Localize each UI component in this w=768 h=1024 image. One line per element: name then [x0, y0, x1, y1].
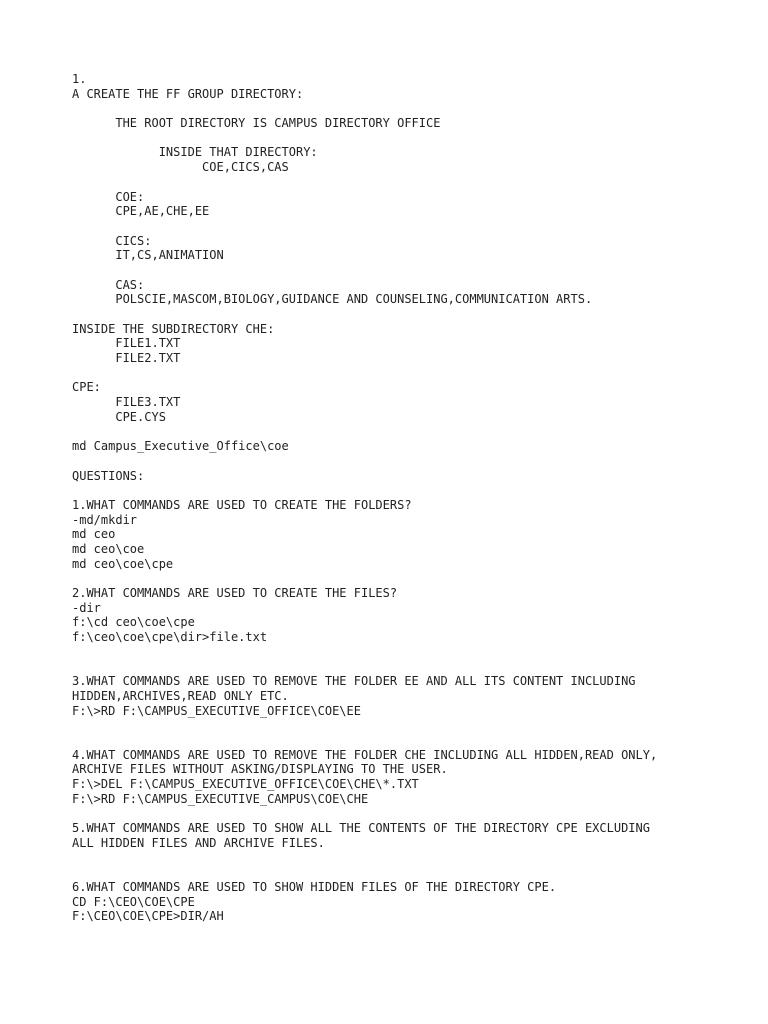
text-line: FILE1.TXT: [72, 336, 181, 351]
text-line: [72, 733, 762, 748]
text-line: [72, 645, 762, 660]
text-line: CPE:: [72, 380, 101, 395]
text-line: 1.WHAT COMMANDS ARE USED TO CREATE THE FOLDERS?: [72, 497, 412, 512]
text-line: 6.WHAT COMMANDS ARE USED TO SHOW HIDDEN FILES OF THE DIRECTORY CPE.: [72, 879, 557, 894]
text-line: CICS:: [72, 233, 152, 248]
text-line: f:\ceo\coe\cpe\dir>file.txt: [72, 630, 268, 645]
text-line: F:\>DEL F:\CAMPUS_EXECUTIVE_OFFICE\COE\CHE\*.TXT: [72, 777, 419, 791]
text-line: [72, 865, 762, 880]
text-line: [72, 101, 762, 116]
text-line: [72, 454, 762, 469]
text-line: CD F:\CEO\COE\CPE: [72, 894, 195, 909]
text-line: CAS:: [72, 277, 145, 292]
text-line: INSIDE THE SUBDIRECTORY CHE:: [72, 321, 275, 336]
text-line: A CREATE THE FF GROUP DIRECTORY:: [72, 86, 304, 101]
text-line: F:\>RD F:\CAMPUS_EXECUTIVE_OFFICE\COE\EE: [72, 703, 361, 718]
text-line: [72, 660, 762, 675]
text-line: [72, 571, 762, 586]
text-line: QUESTIONS:: [72, 468, 145, 483]
text-line: [72, 131, 762, 146]
text-line: 1.: [72, 72, 87, 86]
text-line: [72, 483, 762, 498]
text-line: CPE,AE,CHE,EE: [72, 204, 210, 219]
text-line: INSIDE THAT DIRECTORY:: [72, 145, 318, 160]
text-line: f:\cd ceo\coe\cpe: [72, 615, 195, 630]
text-line: THE ROOT DIRECTORY IS CAMPUS DIRECTORY OFFICE: [72, 116, 441, 131]
document-body: [72, 72, 762, 924]
text-line: FILE2.TXT: [72, 351, 181, 366]
text-line: md ceo\coe\cpe: [72, 556, 174, 571]
text-line: md ceo\coe: [72, 542, 145, 556]
text-line: [72, 806, 762, 821]
text-line: FILE3.TXT: [72, 395, 181, 410]
text-line: 4.WHAT COMMANDS ARE USED TO REMOVE THE FOLDER CHE INCLUDING ALL HIDDEN,READ ONLY,: [72, 747, 658, 762]
text-line: F:\>RD F:\CAMPUS_EXECUTIVE_CAMPUS\COE\CHE: [72, 791, 369, 806]
text-line: [72, 366, 762, 381]
text-line: 2.WHAT COMMANDS ARE USED TO CREATE THE FILES?: [72, 586, 398, 601]
text-line: IT,CS,ANIMATION: [72, 248, 224, 263]
text-line: 3.WHAT COMMANDS ARE USED TO REMOVE THE FOLDER EE AND ALL ITS CONTENT INCLUDING: [72, 674, 636, 689]
text-line: 5.WHAT COMMANDS ARE USED TO SHOW ALL THE CONTENTS OF THE DIRECTORY CPE EXCLUDING: [72, 821, 650, 836]
text-line: md ceo: [72, 527, 116, 542]
text-line: POLSCIE,MASCOM,BIOLOGY,GUIDANCE AND COUNSELING,COMMUNICATION ARTS.: [72, 292, 593, 307]
text-line: ARCHIVE FILES WITHOUT ASKING/DISPLAYING TO THE USER.: [72, 762, 448, 777]
text-line: ALL HIDDEN FILES AND ARCHIVE FILES.: [72, 835, 325, 850]
text-line: F:\CEO\COE\CPE>DIR/AH: [72, 909, 224, 924]
text-line: [72, 219, 762, 234]
text-line: [72, 307, 762, 322]
text-line: CPE.CYS: [72, 409, 166, 424]
text-line: COE,CICS,CAS: [72, 160, 289, 175]
text-line: [72, 263, 762, 278]
text-line: md Campus_Executive_Office\coe: [72, 439, 289, 454]
text-line: COE:: [72, 189, 145, 204]
text-line: [72, 175, 762, 190]
text-line: [72, 425, 762, 440]
text-line: -dir: [72, 600, 101, 615]
text-line: [72, 718, 762, 733]
text-line: [72, 850, 762, 865]
text-line: HIDDEN,ARCHIVES,READ ONLY ETC.: [72, 688, 289, 703]
text-line: -md/mkdir: [72, 512, 138, 527]
